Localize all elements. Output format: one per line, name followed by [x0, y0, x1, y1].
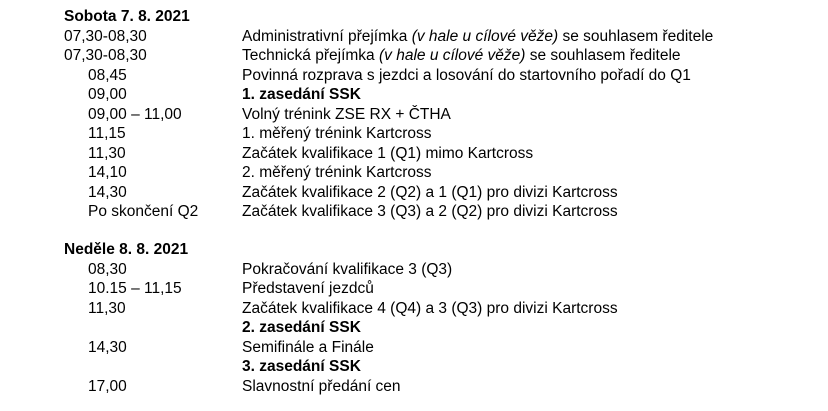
row-activity [242, 279, 374, 299]
activity-text: Slavnostní předání cen [242, 377, 401, 395]
row-time: 09,00 – 11,00 [88, 105, 182, 123]
activity-text: Administrativní přejímka [242, 27, 412, 45]
schedule-row [0, 318, 828, 338]
activity-text: 2. zasedání SSK [242, 319, 361, 336]
row-time: 09,00 [88, 86, 127, 103]
schedule-row [0, 124, 828, 144]
row-activity [242, 124, 432, 144]
row-time: 07,30-08,30 [64, 27, 147, 45]
row-activity [242, 260, 452, 280]
activity-text: 1. měřený trénink Kartcross [242, 125, 432, 142]
row-time: 08,30 [88, 260, 127, 278]
row-time: 10.15 – 11,15 [88, 280, 182, 297]
activity-text: Technická přejímka [242, 47, 379, 64]
schedule-row [0, 338, 828, 358]
row-activity [242, 299, 618, 319]
activity-text: Začátek kvalifikace 3 (Q3) a 2 (Q2) pro divizi Kartcross [242, 203, 618, 220]
row-activity [242, 357, 361, 377]
row-activity [242, 46, 681, 66]
activity-text: Povinná rozprava s jezdci a losování do startovního pořadí do Q1 [242, 66, 691, 84]
row-time: 08,45 [88, 66, 127, 84]
row-time: Po skončení Q2 [88, 203, 199, 220]
row-time: 07,30-08,30 [64, 47, 147, 64]
activity-text: Volný trénink ZSE RX + ČTHA [242, 105, 451, 123]
row-activity [242, 144, 533, 164]
activity-text: Začátek kvalifikace 4 (Q4) a 3 (Q3) pro divizi Kartcross [242, 299, 618, 317]
row-time: 11,15 [88, 125, 126, 142]
row-activity [242, 85, 361, 105]
row-time: 17,00 [88, 377, 127, 395]
schedule-row [0, 183, 828, 203]
row-time: 14,30 [88, 183, 127, 201]
activity-text: se souhlasem ředitele [525, 47, 681, 64]
schedule-row [0, 105, 828, 125]
schedule-row [0, 260, 828, 280]
row-activity [242, 377, 401, 397]
activity-text: Začátek kvalifikace 1 (Q1) mimo Kartcross [242, 144, 534, 162]
schedule-row [0, 202, 828, 222]
row-time: 11,30 [88, 299, 126, 317]
row-activity [242, 183, 618, 203]
row-activity [242, 338, 374, 358]
schedule-row [0, 299, 828, 319]
activity-text: Začátek kvalifikace 2 (Q2) a 1 (Q1) pro divizi Kartcross [242, 183, 618, 201]
row-time: 11,30 [88, 144, 126, 162]
schedule-row [0, 163, 828, 183]
schedule-row [0, 66, 828, 86]
schedule-row [0, 279, 828, 299]
day-heading-sunday: Neděle 8. 8. 2021 [64, 241, 189, 258]
row-activity [242, 318, 361, 338]
schedule-row [0, 46, 828, 66]
activity-text: 3. zasedání SSK [242, 358, 361, 375]
activity-text: Představení jezdců [242, 280, 374, 297]
schedule-row [0, 85, 828, 105]
activity-text: se souhlasem ředitele [558, 27, 714, 45]
row-activity [242, 105, 451, 125]
row-time: 14,10 [88, 164, 127, 181]
activity-location-note: (v hale u cílové věže) [411, 27, 559, 45]
schedule-row [0, 144, 828, 164]
activity-text: 2. měřený trénink Kartcross [242, 164, 432, 181]
schedule-row [0, 357, 828, 377]
activity-text: Pokračování kvalifikace 3 (Q3) [242, 260, 453, 278]
schedule-row [0, 27, 828, 47]
activity-text: Semifinále a Finále [242, 338, 374, 356]
day-heading-saturday: Sobota 7. 8. 2021 [64, 8, 190, 25]
row-activity [242, 27, 713, 47]
schedule-row [0, 377, 828, 397]
row-activity [242, 163, 432, 183]
activity-text: 1. zasedání SSK [242, 86, 361, 103]
row-activity [242, 66, 691, 86]
activity-location-note: (v hale u cílové věže) [378, 47, 526, 64]
row-time: 14,30 [88, 338, 127, 356]
row-activity [242, 202, 618, 222]
